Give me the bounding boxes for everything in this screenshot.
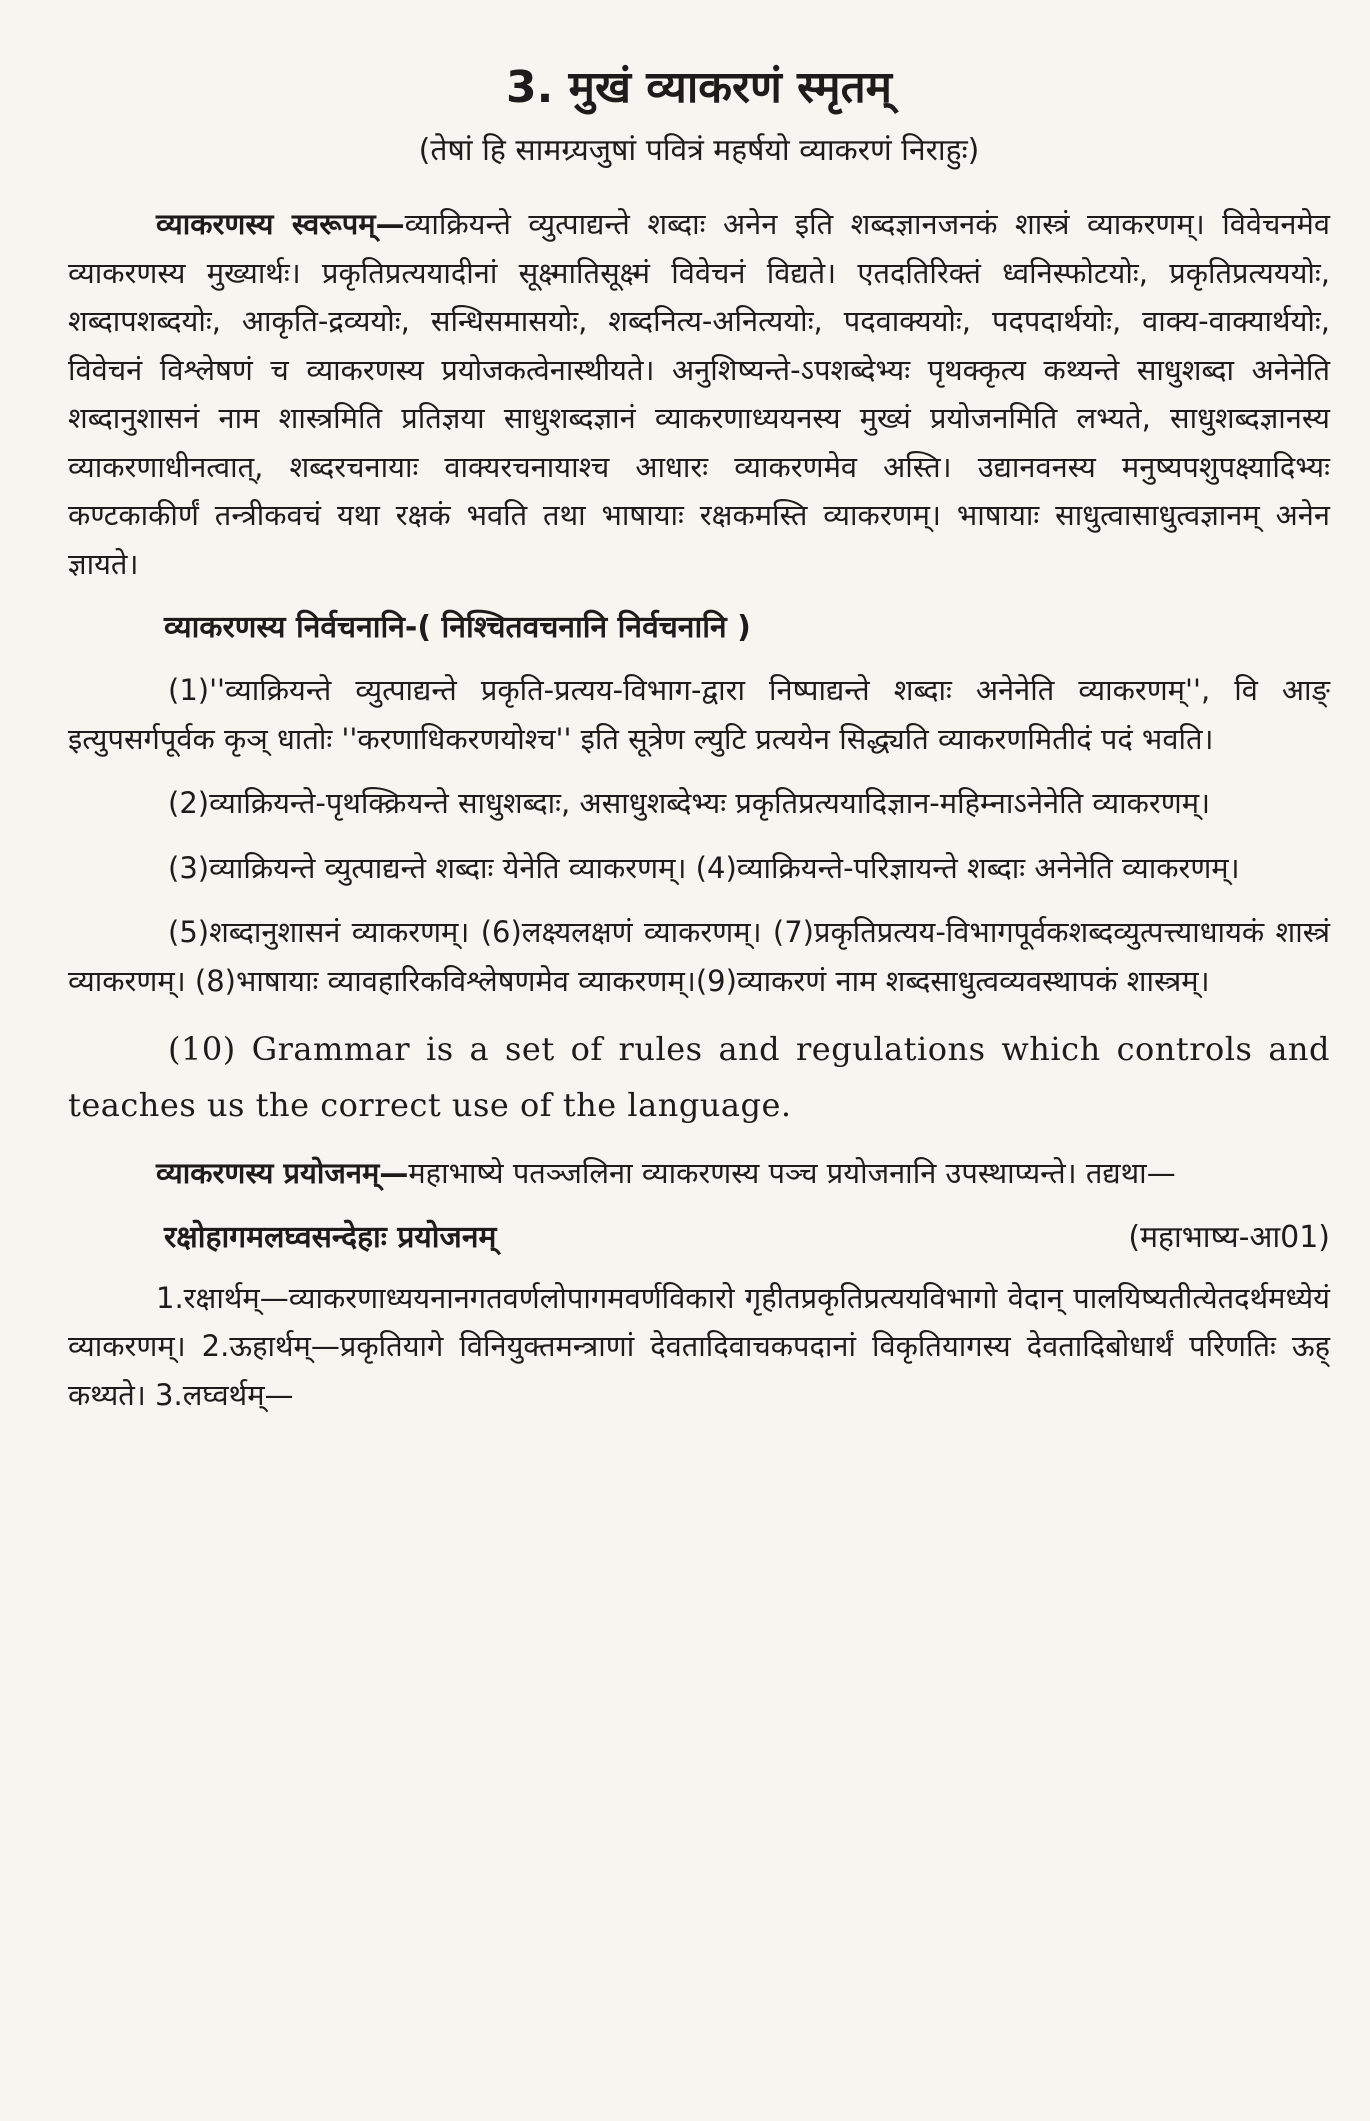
raksharth-paragraph: 1.रक्षार्थम्—व्याकरणाध्ययनानगतवर्णलोपागमवर्णविकारो गृहीतप्रकृतिप्रत्ययविभागो वेदान् पालयिष्यतीत्येतदर्थमध्येयं व्याकरणम्। 2.ऊहार्थम्—प्रकृतियागे विनियुक्तमन्त्राणां देवतादिवाचकपदानां विकृतियागस्य देवतादिबोधार्थं परिणतिः ऊह् कथ्यते। 3.लघ्वर्थम्— [68,1280,1330,1412]
nirvachan-label-paren: ( निश्चितवचनानि निर्वचनानि ) [417,610,751,645]
prayojan-paragraph [68,1149,1330,1198]
chapter-title: 3. मुखं व्याकरणं स्मृतम् [506,62,892,113]
nirvachan-2: (2)व्याक्रियन्ते-पृथक्क्रियन्ते साधुशब्दाः, असाधुशब्देभ्यः प्रकृतिप्रत्ययादिज्ञान-महिम्नाऽनेनेति व्याकरणम्। [168,786,1211,820]
chapter-subtitle: (तेषां हि सामग्र्यजुषां पवित्रं महर्षयो व्याकरणं निराहुः) [418,133,980,168]
nirvachan-1: (1)''व्याक्रियन्ते व्युत्पाद्यन्ते प्रकृति-प्रत्यय-विभाग-द्वारा निष्पाद्यन्ते शब्दाः अनेनेति व्याकरणम्'', वि आङ् इत्युपसर्गपूर्वक कृञ् धातोः ''करणाधिकरणयोश्च'' इति सूत्रेण ल्युटि प्रत्ययेन सिद्ध्यति व्याकरणमितीदं पदं भवति। [68,673,1330,756]
nirvachan-5-9: (5)शब्दानुशासनं व्याकरणम्। (6)लक्ष्यलक्षणं व्याकरणम्। (7)प्रकृतिप्रत्यय-विभागपूर्वकशब्दव्युत्पत्त्याधायकं शास्त्रं व्याकरणम्। (8)भाषायाः व्यावहारिकविश्लेषणमेव व्याकरणम्।(9)व्याकरणं नाम शब्दसाधुत्वव्यवस्थापकं शास्त्रम्। [68,915,1330,998]
nirvachan-label: व्याकरणस्य निर्वचनानि- [164,610,418,645]
raksho-heading-row [164,1214,1330,1262]
nirvachan-3-4: (3)व्याक्रियन्ते व्युत्पाद्यन्ते शब्दाः येनेति व्याकरणम्। (4)व्याक्रियन्ते-परिज्ञायन्ते शब्दाः अनेनेति व्याकरणम्। [168,850,1240,885]
prayojan-text: महाभाष्ये पतञ्जलिना व्याकरणस्य पञ्च प्रयोजनानि उपस्थाप्यन्ते। तद्यथा— [408,1156,1176,1190]
nirvachan-10-english: (10) Grammar is a set of rules and regulations which controls and teaches us the correct use of the language. [68,1030,1330,1124]
raksho-heading: रक्षोहागमलघ्वसन्देहाः प्रयोजनम् [164,1219,497,1255]
svarupa-label: व्याकरणस्य स्वरूपम्— [156,207,405,241]
nirvachan-heading [164,604,1330,652]
mahabhashya-reference: (महाभाष्य-आ01) [1128,1219,1330,1255]
svarupa-text: व्याक्रियन्ते व्युत्पाद्यन्ते शब्दाः अनेन इति शब्दज्ञानजनकं शास्त्रं व्याकरणम्। विवेचनमेव व्याकरणस्य मुख्यार्थः। प्रकृतिप्रत्ययादीनां सूक्ष्मातिसूक्ष्मं विवेचनं विद्यते। एतदतिरिक्तं ध्वनिस्फोटयोः, प्रकृतिप्रत्यययोः, शब्दापशब्दयोः, आकृति-द्रव्ययोः, सन्धिसमासयोः, शब्दनित्य-अनित्ययोः, पदवाक्ययोः, पदपदार्थयोः, वाक्य-वाक्यार्थयोः, विवेचनं विश्लेषणं च व्याकरणस्य प्रयोजकत्वेनास्थीयते। अनुशिष्यन्ते-ऽपशब्देभ्यः पृथक्कृत्य कथ्यन्ते साधुशब्दा अनेनेति शब्दानुशासनं नाम शास्त्रमिति प्रतिज्ञया साधुशब्दज्ञानं व्याकरणाध्ययनस्य मुख्यं प्रयोजनमिति लभ्यते, साधुशब्दज्ञानस्य व्याकरणाधीनत्वात्, शब्दरचनायाः वाक्यरचनायाश्च आधारः व्याकरणमेव अस्ति। उद्यानवनस्य मनुष्यपशुपक्ष्यादिभ्यः कण्टकाकीर्णं तन्त्रीकवचं यथा रक्षकं भवति तथा भाषायाः रक्षकमस्ति व्याकरणम्। भाषायाः साधुत्वासाधुत्वज्ञानम् अनेन ज्ञायते। [68,207,1330,581]
prayojan-label: व्याकरणस्य प्रयोजनम्— [156,1156,409,1190]
svarupa-paragraph [68,200,1330,588]
